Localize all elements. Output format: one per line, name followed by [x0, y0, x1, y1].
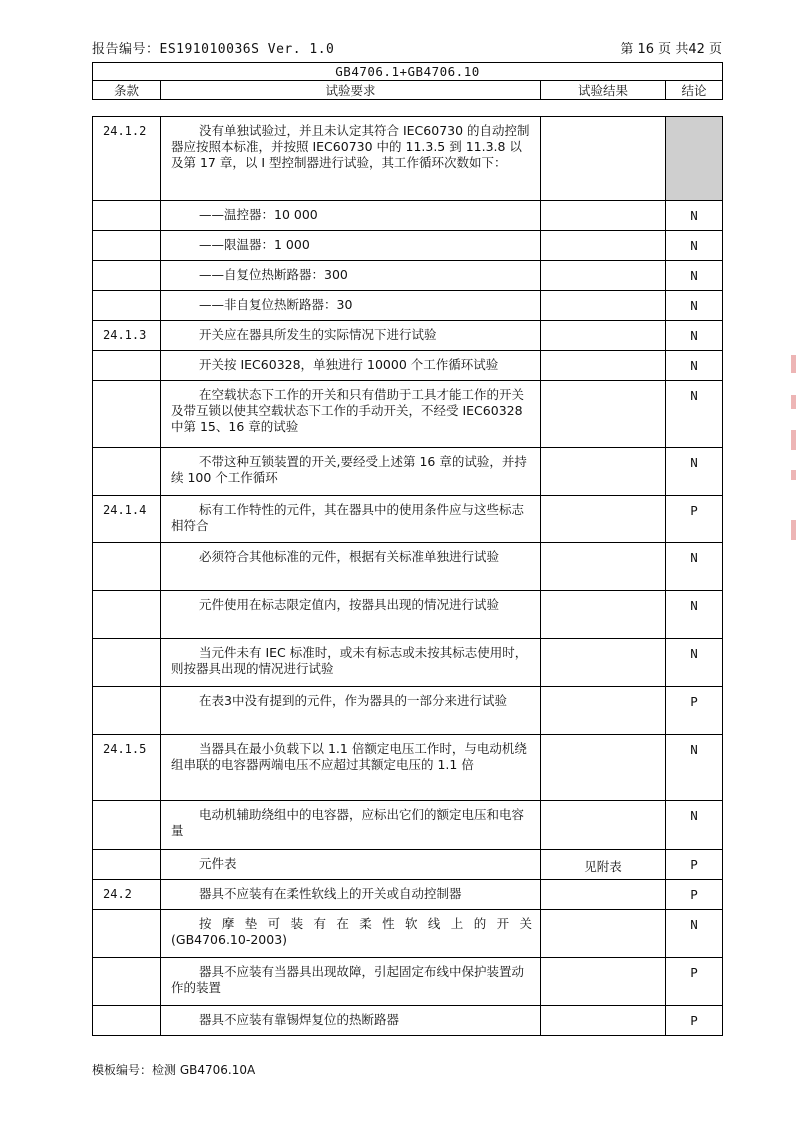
result-cell: [541, 231, 666, 261]
verdict-cell: P: [666, 496, 723, 543]
table-row: [93, 880, 723, 910]
requirement-cell: ——非自复位热断路器：30: [161, 291, 541, 321]
verdict-cell: N: [666, 321, 723, 351]
requirement-cell: 必须符合其他标准的元件，根据有关标准单独进行试验: [161, 543, 541, 591]
verdict-cell: N: [666, 639, 723, 687]
verdict-cell: N: [666, 201, 723, 231]
clause-cell: [93, 910, 161, 958]
column-requirement: 试验要求: [161, 81, 541, 100]
clause-cell: [93, 801, 161, 850]
requirement-cell: 没有单独试验过，并且未认定其符合 IEC60730 的自动控制器应按照本标准，并按照 IEC60730 中的 11.3.5 到 11.3.8 以及第 17 章，以 I 型控制器进行试验，其工作循环次数如下：: [161, 117, 541, 201]
clause-cell: [93, 687, 161, 735]
result-cell: [541, 639, 666, 687]
result-cell: [541, 735, 666, 801]
requirement-cell: 当元件未有 IEC 标准时，或未有标志或未按其标志使用时，则按器具出现的情况进行试验: [161, 639, 541, 687]
requirement-cell: 在空载状态下工作的开关和只有借助于工具才能工作的开关及带互锁以使其空载状态下工作的手动开关，不经受 IEC60328 中第 15、16 章的试验: [161, 381, 541, 448]
result-cell: [541, 117, 666, 201]
table-row: [93, 735, 723, 801]
table-row: [93, 448, 723, 496]
result-cell: [541, 261, 666, 291]
table-row: [93, 910, 723, 958]
clause-cell: [93, 543, 161, 591]
verdict-cell: P: [666, 687, 723, 735]
verdict-cell: N: [666, 543, 723, 591]
clause-cell: [93, 1006, 161, 1036]
table-row: [93, 321, 723, 351]
seal-edge-mark: [791, 355, 796, 373]
result-cell: [541, 910, 666, 958]
clause-cell: [93, 639, 161, 687]
verdict-cell: N: [666, 261, 723, 291]
requirement-cell: 开关按 IEC60328，单独进行 10000 个工作循环试验: [161, 351, 541, 381]
requirement-cell: ——限温器：1 000: [161, 231, 541, 261]
column-result: 试验结果: [541, 81, 666, 100]
verdict-cell: N: [666, 351, 723, 381]
requirement-cell: 开关应在器具所发生的实际情况下进行试验: [161, 321, 541, 351]
table-row: [93, 687, 723, 735]
result-cell: [541, 448, 666, 496]
clause-cell: 24.1.3: [93, 321, 161, 351]
table-row: [93, 958, 723, 1006]
result-cell: [541, 496, 666, 543]
clause-cell: [93, 591, 161, 639]
result-cell: [541, 801, 666, 850]
table-row: [93, 351, 723, 381]
clause-cell: [93, 381, 161, 448]
result-cell: [541, 687, 666, 735]
column-clause: 条款: [93, 81, 161, 100]
table-row: [93, 543, 723, 591]
table-row: [93, 117, 723, 201]
requirements-table: [92, 116, 723, 1036]
result-cell: [541, 201, 666, 231]
column-verdict: 结论: [666, 81, 723, 100]
verdict-cell: P: [666, 1006, 723, 1036]
clause-cell: [93, 958, 161, 1006]
requirement-cell: 器具不应装有当器具出现故障，引起固定布线中保护装置动作的装置: [161, 958, 541, 1006]
clause-cell: [93, 201, 161, 231]
seal-edge-mark: [791, 395, 796, 409]
page-header: [92, 42, 722, 58]
requirement-cell: ——温控器：10 000: [161, 201, 541, 231]
verdict-cell: N: [666, 448, 723, 496]
table-row: [93, 261, 723, 291]
result-cell: [541, 543, 666, 591]
clause-cell: [93, 448, 161, 496]
requirement-cell: 当器具在最小负载下以 1.1 倍额定电压工作时，与电动机绕组串联的电容器两端电压不应超过其额定电压的 1.1 倍: [161, 735, 541, 801]
clause-cell: [93, 231, 161, 261]
result-cell: [541, 381, 666, 448]
standard-title: GB4706.1+GB4706.10: [93, 63, 723, 81]
seal-edge-mark: [791, 430, 796, 450]
table-row: [93, 801, 723, 850]
requirement-cell: 器具不应装有靠锡焊复位的热断路器: [161, 1006, 541, 1036]
clause-cell: 24.1.2: [93, 117, 161, 201]
clause-cell: [93, 850, 161, 880]
table-row: [93, 381, 723, 448]
verdict-cell: N: [666, 801, 723, 850]
requirement-cell: 不带这种互锁装置的开关,要经受上述第 16 章的试验，并持续 100 个工作循环: [161, 448, 541, 496]
column-header-table: [92, 62, 723, 100]
table-row: [93, 850, 723, 880]
verdict-cell: P: [666, 958, 723, 1006]
verdict-cell: P: [666, 880, 723, 910]
result-cell: 见附表: [541, 850, 666, 880]
result-cell: [541, 291, 666, 321]
verdict-cell: N: [666, 381, 723, 448]
result-cell: [541, 591, 666, 639]
clause-cell: [93, 351, 161, 381]
verdict-cell: N: [666, 231, 723, 261]
report-number: 报告编号：ES191010036S Ver. 1.0: [92, 42, 335, 57]
clause-cell: [93, 261, 161, 291]
verdict-cell: [666, 117, 723, 201]
requirement-cell: ——自复位热断路器：300: [161, 261, 541, 291]
requirement-cell: 元件使用在标志限定值内，按器具出现的情况进行试验: [161, 591, 541, 639]
verdict-cell: P: [666, 850, 723, 880]
verdict-cell: N: [666, 910, 723, 958]
result-cell: [541, 880, 666, 910]
clause-cell: 24.2: [93, 880, 161, 910]
table-row: [93, 1006, 723, 1036]
requirement-cell: 器具不应装有在柔性软线上的开关或自动控制器: [161, 880, 541, 910]
table-row: [93, 639, 723, 687]
page-number: 第 16 页 共42 页: [620, 42, 722, 57]
seal-edge-mark: [791, 470, 796, 480]
requirement-cell: 在表3中没有提到的元件，作为器具的一部分来进行试验: [161, 687, 541, 735]
seal-edge-mark: [791, 520, 796, 540]
result-cell: [541, 958, 666, 1006]
table-row: [93, 201, 723, 231]
requirement-cell: 电动机辅助绕组中的电容器，应标出它们的额定电压和电容量: [161, 801, 541, 850]
verdict-cell: N: [666, 735, 723, 801]
result-cell: [541, 1006, 666, 1036]
verdict-cell: N: [666, 591, 723, 639]
requirement-cell: 标有工作特性的元件，其在器具中的使用条件应与这些标志相符合: [161, 496, 541, 543]
result-cell: [541, 321, 666, 351]
clause-cell: 24.1.4: [93, 496, 161, 543]
result-cell: [541, 351, 666, 381]
table-row: [93, 496, 723, 543]
verdict-cell: N: [666, 291, 723, 321]
table-row: [93, 231, 723, 261]
table-row: [93, 591, 723, 639]
template-number: 模板编号：检测 GB4706.10A: [92, 1063, 256, 1077]
requirement-cell: 元件表: [161, 850, 541, 880]
clause-cell: [93, 291, 161, 321]
clause-cell: 24.1.5: [93, 735, 161, 801]
table-row: [93, 291, 723, 321]
requirement-cell: 按摩垫可装有在柔性软线上的开关 (GB4706.10-2003): [161, 910, 541, 958]
